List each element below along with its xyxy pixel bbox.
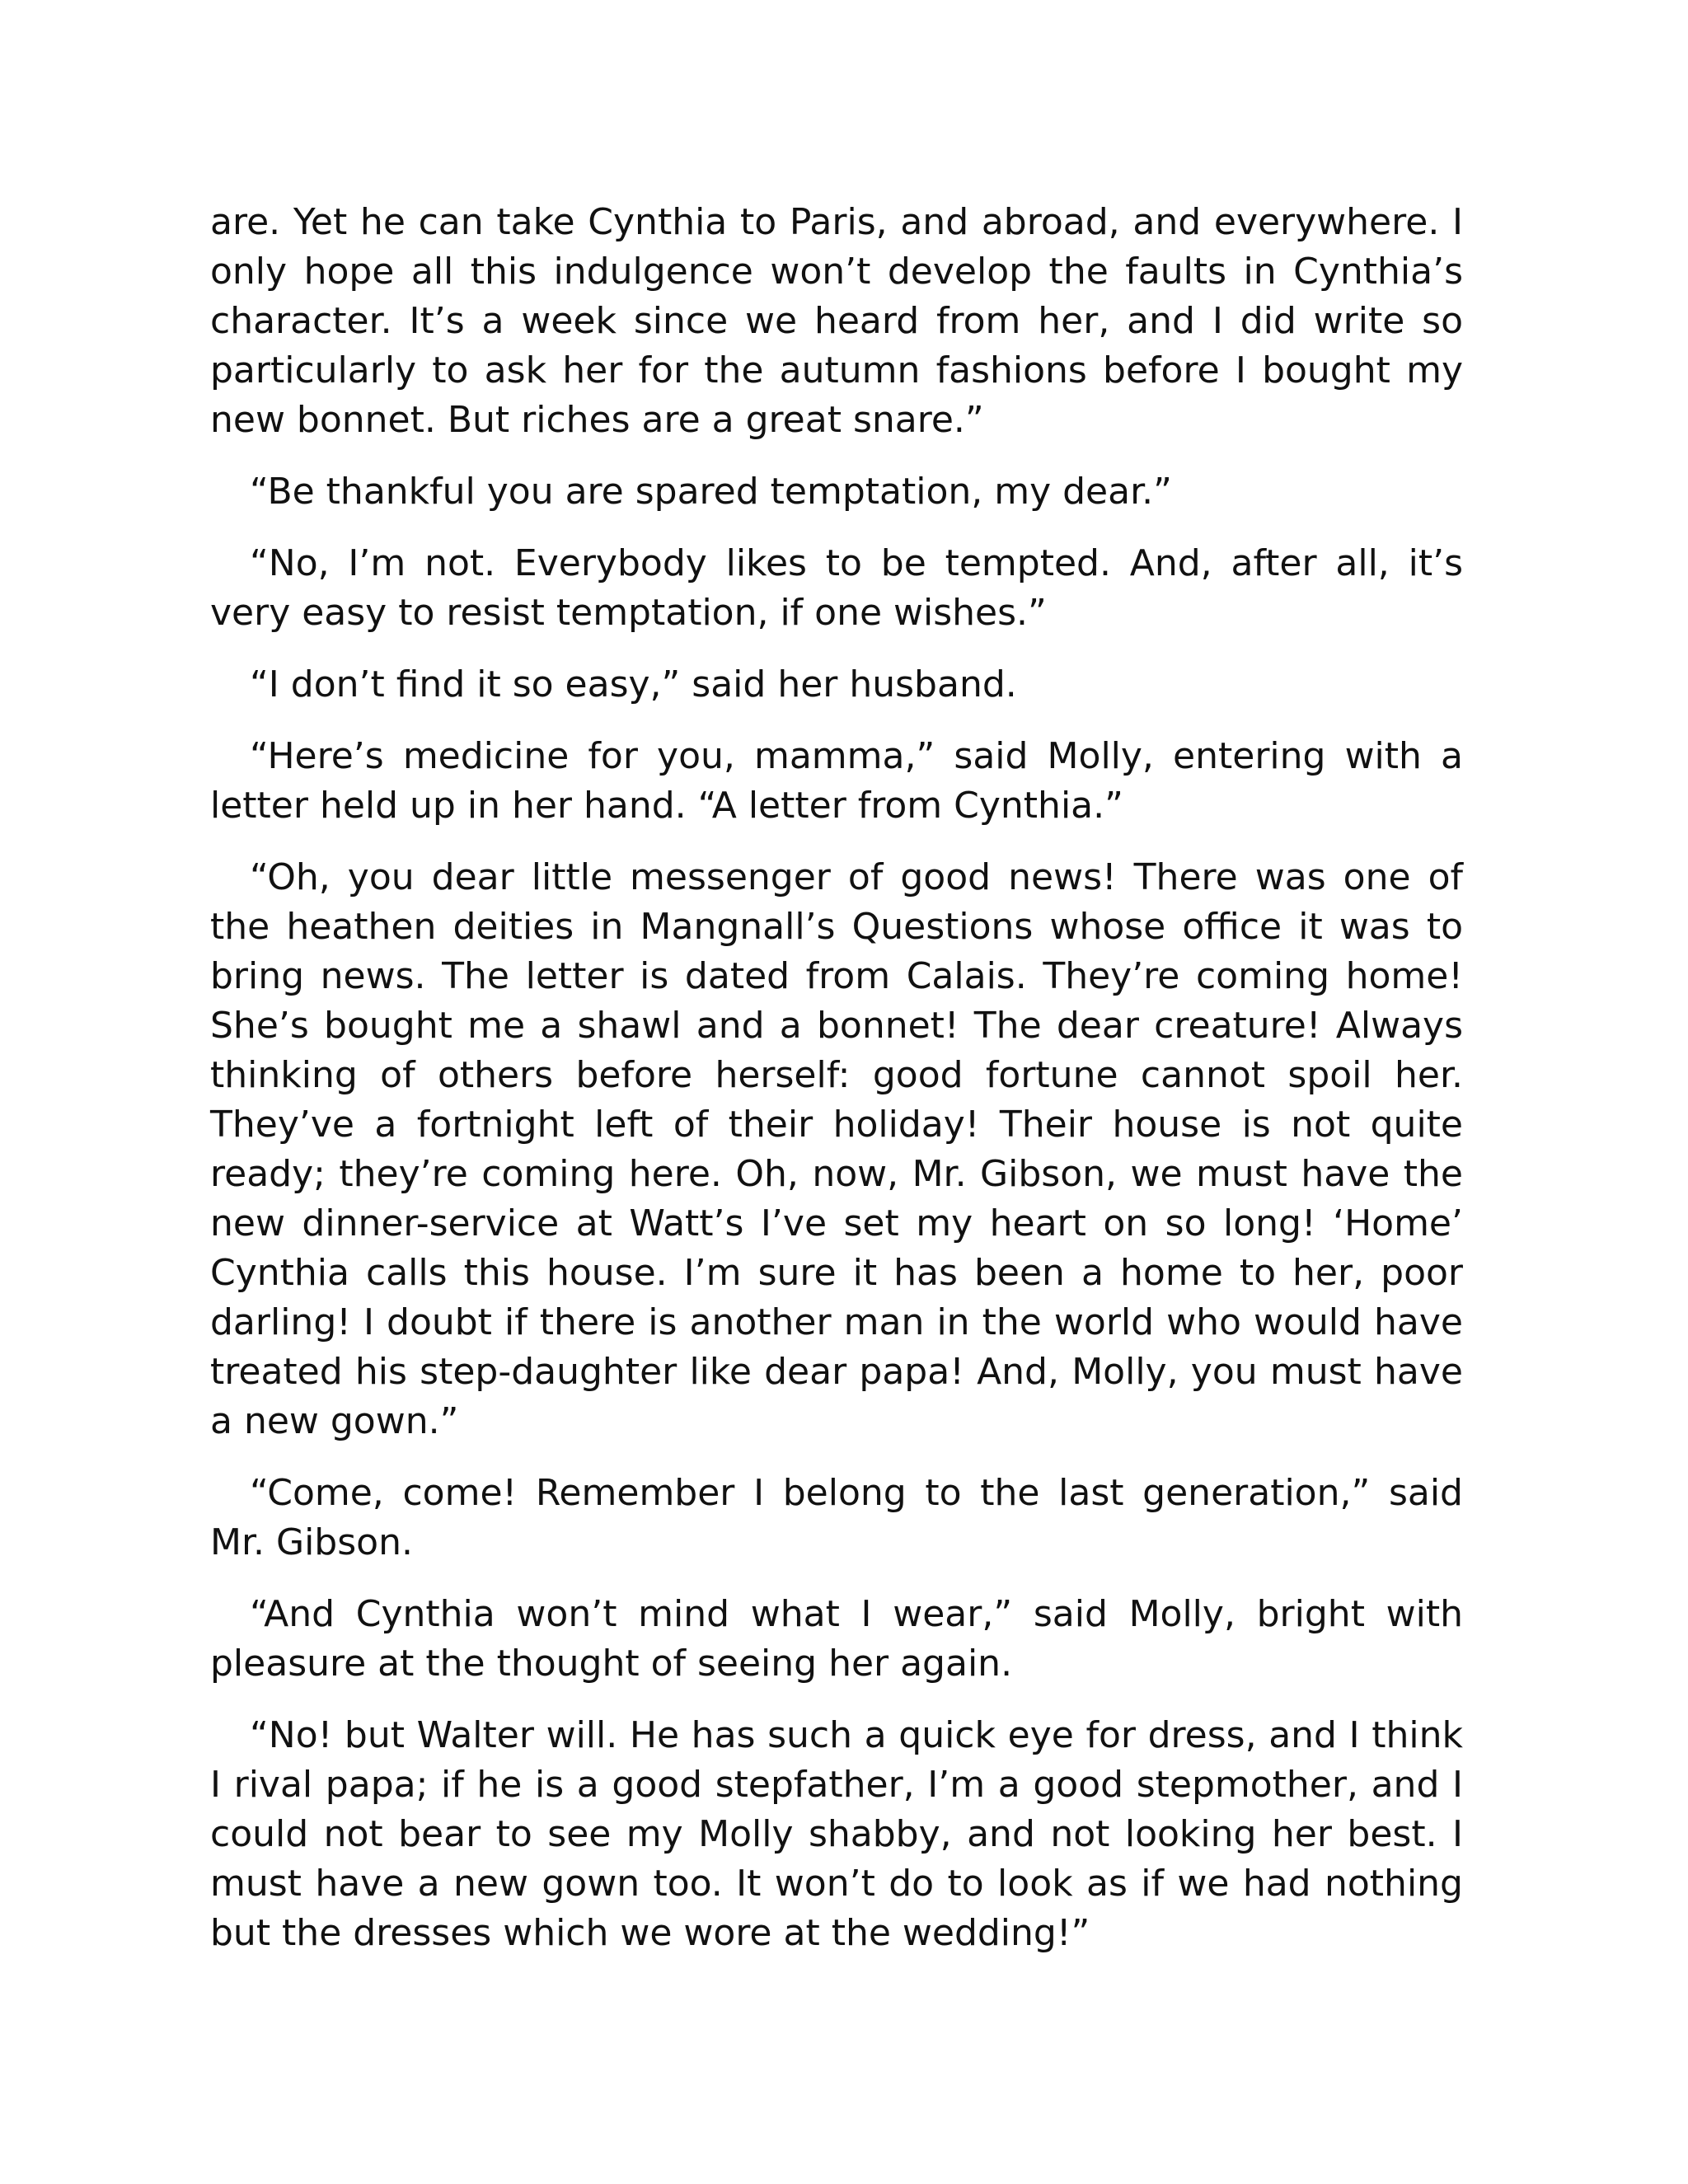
paragraph-3: “No, I’m not. Everybody likes to be tempted. And, after all, it’s very easy to resist temptation, if one wishes.” — [210, 542, 1463, 634]
paragraph-8: “And Cynthia won’t mind what I wear,” said Molly, bright with pleasure at the thought of seeing her again. — [210, 1593, 1463, 1685]
paragraph-4: “I don’t find it so easy,” said her husband. — [250, 663, 1017, 705]
paragraph-2: “Be thankful you are spared temptation, my dear.” — [250, 471, 1172, 513]
paragraph-1: are. Yet he can take Cynthia to Paris, and abroad, and everywhere. I only hope all this indulgence won’t develop the faults in Cynthia’s character. It’s a week since we heard from her, and I did write so particularly to ask her for the autumn fashions before I bought my new bonnet. But riches are a great snare.” — [210, 201, 1463, 441]
paragraph-6: “Oh, you dear little messenger of good news! There was one of the heathen deities in Mangnall’s Questions whose office it was to bring news. The letter is dated from Calais. They’re coming home! She’s bought me a shawl and a bonnet! The dear creature! Always thinking of others before herself: good fortune cannot spoil her. They’ve a fortnight left of their holiday! Their house is not quite ready; they’re coming here. Oh, now, Mr. Gibson, we must have the new dinner-service at Watt’s I’ve set my heart on so long! ‘Home’ Cynthia calls this house. I’m sure it has been a home to her, poor darling! I doubt if there is another man in the world who would have treated his step-daughter like dear papa! And, Molly, you must have a new gown.” — [210, 856, 1463, 1442]
paragraph-9: “No! but Walter will. He has such a quick eye for dress, and I think I rival papa; if he is a good stepfather, I’m a good stepmother, and I could not bear to see my Molly shabby, and not looking her best. I must have a new gown too. It won’t do to look as if we had nothing but the dresses which we wore at the wedding!” — [210, 1714, 1463, 1954]
paragraph-7: “Come, come! Remember I belong to the last generation,” said Mr. Gibson. — [210, 1472, 1463, 1563]
paragraph-5: “Here’s medicine for you, mamma,” said Molly, entering with a letter held up in her hand. “A letter from Cynthia.” — [210, 735, 1463, 827]
book-page — [210, 198, 1463, 1980]
